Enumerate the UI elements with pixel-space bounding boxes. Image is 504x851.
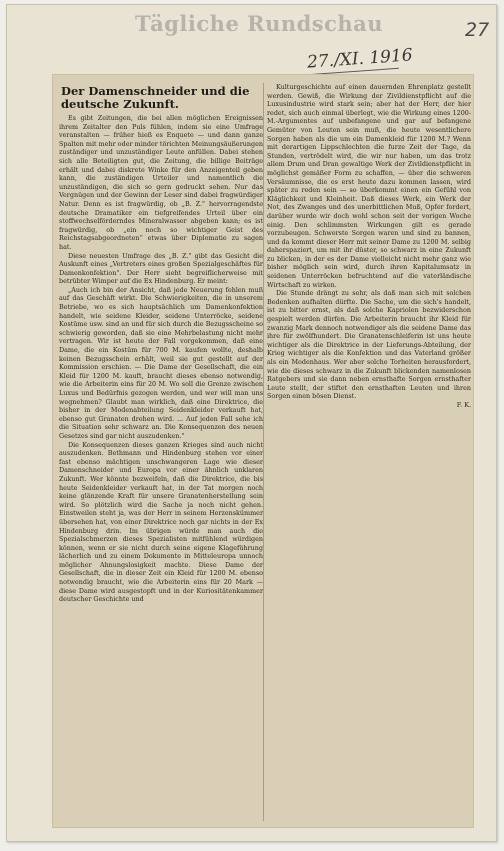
article-paragraph: Die Konsequenzen dieses ganzen Krieges sind auch nicht auszudenken. Bethmann und Hindenburg stehen vor einer fast ebenso mächtigen unschwangeren Lage wie dieser Damenschneider und Europa vor einer ähnlich unklaren Zukunft. Wer könnte bezweifeln, daß die Direktrice, die bis heute Seidenkleider verkauft hat, in der Tat morgen noch keine glänzende Kraft für unsere Granatenherstellung sein wird. So plötzlich wird die Sache ja noch nicht gehen. Einstweilen steht ja, was der Herr in seinem Herzenskümmer übersehen hat, von einer Direktrice noch gar nichts in der Ex Hindenburg drin. Im übrigen würde man auch die Spezialschmerzen dieses Spezialisten mitfühlend würdigen können, wenn er sie nicht durch seine eigene Klageführung lächerlich und zu einem Dokumente in Mitteleuropa unnoch möglicher Ahnungslosigkeit machte. Diese Dame der Gesellschaft, die in dieser Zeit ein Kleid für 1200 M. ebenso notwendig braucht, wie die Arbeiterin eins für 20 Mark — diese Dame wird ausgestopft und in der Kuriositätenkammer deutscher Geschichte und	[59, 440, 263, 604]
article-paragraph: „Auch ich bin der Ansicht, daß jede Neuerung fehlen muß auf das Geschäft wirkt. Die Schwierigkeiten, die in unserem Betriebe, wo es sich hauptsächlich um Damenkonfektion handelt, wie seidene Kleider, seidene Unterröcke, seidene Kostüme usw. sind an und für sich durch die Bezugsscheine so schwierig geworden, daß sie eine Mehrbelastung nicht mehr vertragen. Wir ist heute der Fall vorgekommen, daß eine Dame, die ein Kostüm für 700 M. kaufen wollte, deshalb keinen Bezugsschein erhält, weil sie gut gestellt auf der Kommission erschien. — Die Dame der Gesellschaft, die ein Kleid für 1200 M. kauft, braucht dieses ebenso notwendig, wie die Arbeiterin eins für 20 M. Wo soll die Grenze zwischen Luxus und Bedürfnis gezogen werden, und wer will man uns wegnehmen? Glaubt man wirklich, daß eine Direktrice, die bisher in der Modenabteilung Seidenkleider verkauft hat, ebenso gut Granaten drehen wird. ... Auf jeden Fall sehe ich die Situation sehr schwarz an. Die Konsequenzen des neuen Gesetzes sind gar nicht auszudenken."	[59, 285, 263, 440]
page-number: 27	[465, 19, 490, 41]
article-column-right	[267, 83, 471, 821]
article-paragraph: Diese neuesten Umfrage des „B. Z." gibt das Gesicht die Auskunft eines „Vertreters eines großen Spezialgeschäftes für Damenkonfektion". Der Herr sieht begreiflicherweise mit betrübter Wimper auf die Ex Hindenburg. Er meint:	[59, 251, 263, 286]
archive-page	[6, 4, 497, 842]
newspaper-clipping	[53, 75, 473, 827]
article-headline: Der Damenschneider und die deutsche Zukunft.	[61, 84, 250, 111]
newspaper-masthead: Tägliche Rundschau	[135, 11, 384, 36]
article-paragraph: Kulturgeschichte auf einen dauernden Ehrenplatz gestellt werden. Gewiß, die Wirkung der Zivildienstpflicht auf die Luxusindustrie wird stark sein; aber hat der Herr, der hier redet, sich auch einmal überlegt, wie die Wirkung eines 1200-M.-Argumentes auf unbefangene und gar auf befangene Gemüter von Leuten sein muß, die heute wesentlichere Sorgen haben als die um ein Damenkleid für 1200 M.? Wenn mit derartigen Lippschlechten die furze Zeit der Tage, da Stunden, vertrödelt wird, die wir nur haben, um das trotz allem Drum und Dran gewaltige Werk der Zivildienstpflicht in möglichst gemäßer Form zu schaffen, — über die schweren Versäumnisse, die es erst heute dazu kommen lassen, wird später zu reden sein — so überkommt einen ein Gefühl von Kläglichkeit und Kleinheit. Daß dieses Werk, ein Werk der Not, des Zwanges und des unerbittlichen Muß, Opfer fordert, darüber wurde wir doch wohl schon seit der vorigen Woche einig. Den schlimmsten Wirkungen gilt es gerade vorzubeugen. Schwerste Sorgen waren und sind zu bannen, und da kommt dieser Herr mit seiner Dame zu 1200 M. selbig daherspaziert, um mit ihr düster, so schwarz in eine Zukunft zu blicken, in der es der Dame vielleicht nicht mehr ganz wie bisher möglich sein wird, durch ihren Kapitalumsatz in seidenen Unterröcken befruchtend auf die vaterländische Wirtschaft zu wirken.	[267, 83, 471, 289]
article-column-left	[59, 83, 263, 821]
handwritten-date: 27./XI. 1916	[306, 45, 414, 73]
author-signature: F. K.	[456, 400, 471, 409]
article-paragraph: Die Stunde drängt zu sehr, als daß man sich mit solchen Bedenken aufhalten dürfte. Die Sache, um die sich's handelt, ist zu bitter ernst, als daß solche Kapriolen bezwiderschon gespielt werden dürfen. Die Arbeiterin braucht ihr Kleid für zwanzig Mark dennoch notwendiger als die seidene Dame das ihre für zwölfhundert. Die Granatenschleiferin ist uns heute wichtiger als die Direktrice in der Lieferungs-Abteilung, der Krieg wichtiger als die Konfektion und das Vaterland größer als ein Modenhaus. Wer aber solche Torheiten herausfordert, wie die dieses schwarz in die Zukunft blickenden namenlosen Ratgebers und sie dann neben ernsthafte Sorgen ernsthafter Leute stellt, der stiftet den ernsthaften Leuten und ihren Sorgen einen bösen Dienst.	[267, 289, 471, 401]
article-paragraph: Es gibt Zeitungen, die bei allen möglichen Ereignissen ihrem Zeitalter den Puls fühlen, indem sie eine Umfrage veranstalten — früher hieß es Enquete — und dann ganze Spalten mit mehr oder minder törichten Meinungsäußerungen zuständiger und unzuständiger Leute anfüllen. Dabei stehen sich alle Beteiligten gut, die Zeitung, die billige Beiträge erhält und dabei diskrete Winke für den Anzeigenteil geben kann, die zuständigen Urteiler und namentlich die unzuständigen, die sich so gern gedruckt sehen. Nur das Vergnügen und der Gewinn der Leser sind dabei fragwürdiger Natur. Denn es ist fragwürdig, ob „B. Z." hervorragendste deutsche Dramatiker ein tiefgreifendes Urteil über ein stoffwechselförderndes Mineralwasser abgeben kann; es ist fragwürdig, ob „ein noch so wichtiger Geist des Reichstagsabgeordneten“ etwas über Diplomatie zu sagen hat.	[59, 114, 263, 251]
column-divider	[263, 83, 264, 821]
